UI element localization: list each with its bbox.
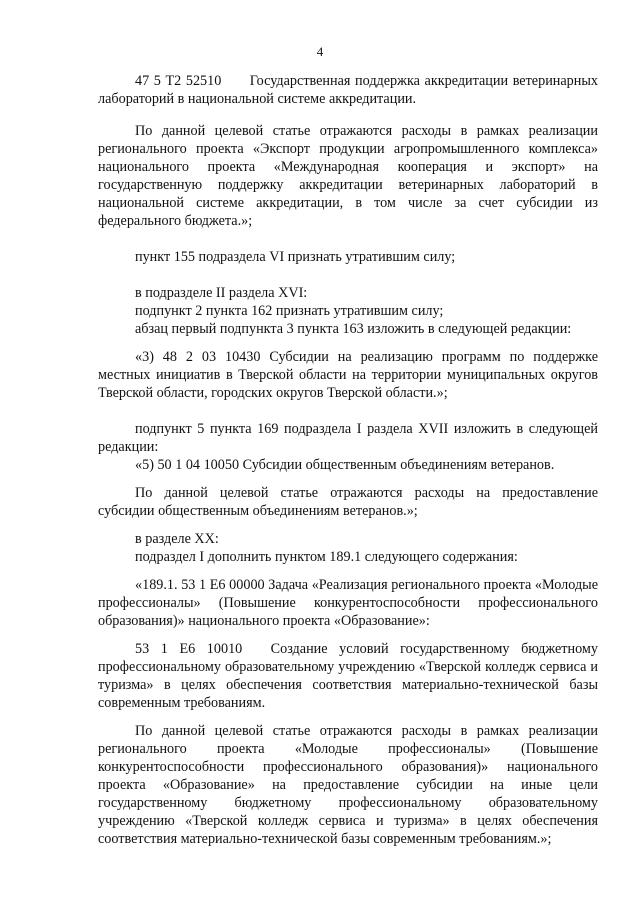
paragraph-52510-description: По данной целевой статье отражаются расходы в рамках реализации регионального проекта «Экспорт продукции агропромышленного комплекса» национального проекта «Международная кооперация и экспорт» на государственную поддержку аккредитации ветеринарных лабораторий в национальной системе аккредитации, в том числе за счет субсидии из федерального бюджета.»;: [98, 123, 598, 229]
paragraph-target-article-10010: 53 1 Е6 10010 Создание условий государственному бюджетному профессиональному образовательному учреждению «Тверской колледж сервиса и туризма» в целях обеспечения соответствия материально-технической базы современным требованиям.: [98, 641, 598, 711]
paragraph-section-xvi: в подразделе II раздела XVI:: [135, 285, 308, 301]
paragraph-item-163: абзац первый подпункта 3 пункта 163 изложить в следующей редакции:: [135, 321, 572, 337]
paragraph-10010-description: По данной целевой статье отражаются расходы в рамках реализации регионального проекта «Молодые профессионалы» (Повышение конкурентоспособности профессионального образования)» национального проекта «Образование» на предоставление субсидии на иные цели государственному бюджетному профессиональному образовательному учреждению «Тверской колледж сервиса и туризма» в целях обеспечения соответствия материально-технической базы современным требованиям.»;: [98, 723, 598, 847]
page-number: 4: [316, 44, 324, 59]
document-body: [98, 72, 598, 848]
paragraph-item-162: подпункт 2 пункта 162 признать утратившим силу;: [135, 303, 444, 319]
paragraph-item-169: подпункт 5 пункта 169 подраздела I раздела XVII изложить в следующей редакции:: [98, 421, 598, 455]
paragraph-item-189-1: подраздел I дополнить пунктом 189.1 следующего содержания:: [135, 549, 518, 565]
paragraph-189-1-text: «189.1. 53 1 Е6 00000 Задача «Реализация регионального проекта «Молодые профессионалы» (Повышение конкурентоспособности профессионального образования)» национального проекта «Образование»:: [98, 577, 598, 629]
paragraph-section-xx: в разделе XX:: [135, 531, 219, 547]
paragraph-target-article-52510: 47 5 Т2 52510 Государственная поддержка аккредитации ветеринарных лабораторий в национальной системе аккредитации.: [98, 73, 598, 107]
paragraph-10050-description: По данной целевой статье отражаются расходы на предоставление субсидии общественным объединениям ветеранов.»;: [98, 485, 598, 519]
paragraph-subitem-5: «5) 50 1 04 10050 Субсидии общественным объединениям ветеранов.: [135, 457, 555, 473]
paragraph-subitem-3: «3) 48 2 03 10430 Субсидии на реализацию программ по поддержке местных инициатив в Тверской области на территории муниципальных округов Тверской области, городских округов Тверской области.»;: [98, 349, 598, 401]
paragraph-item-155: пункт 155 подраздела VI признать утратившим силу;: [135, 249, 456, 265]
